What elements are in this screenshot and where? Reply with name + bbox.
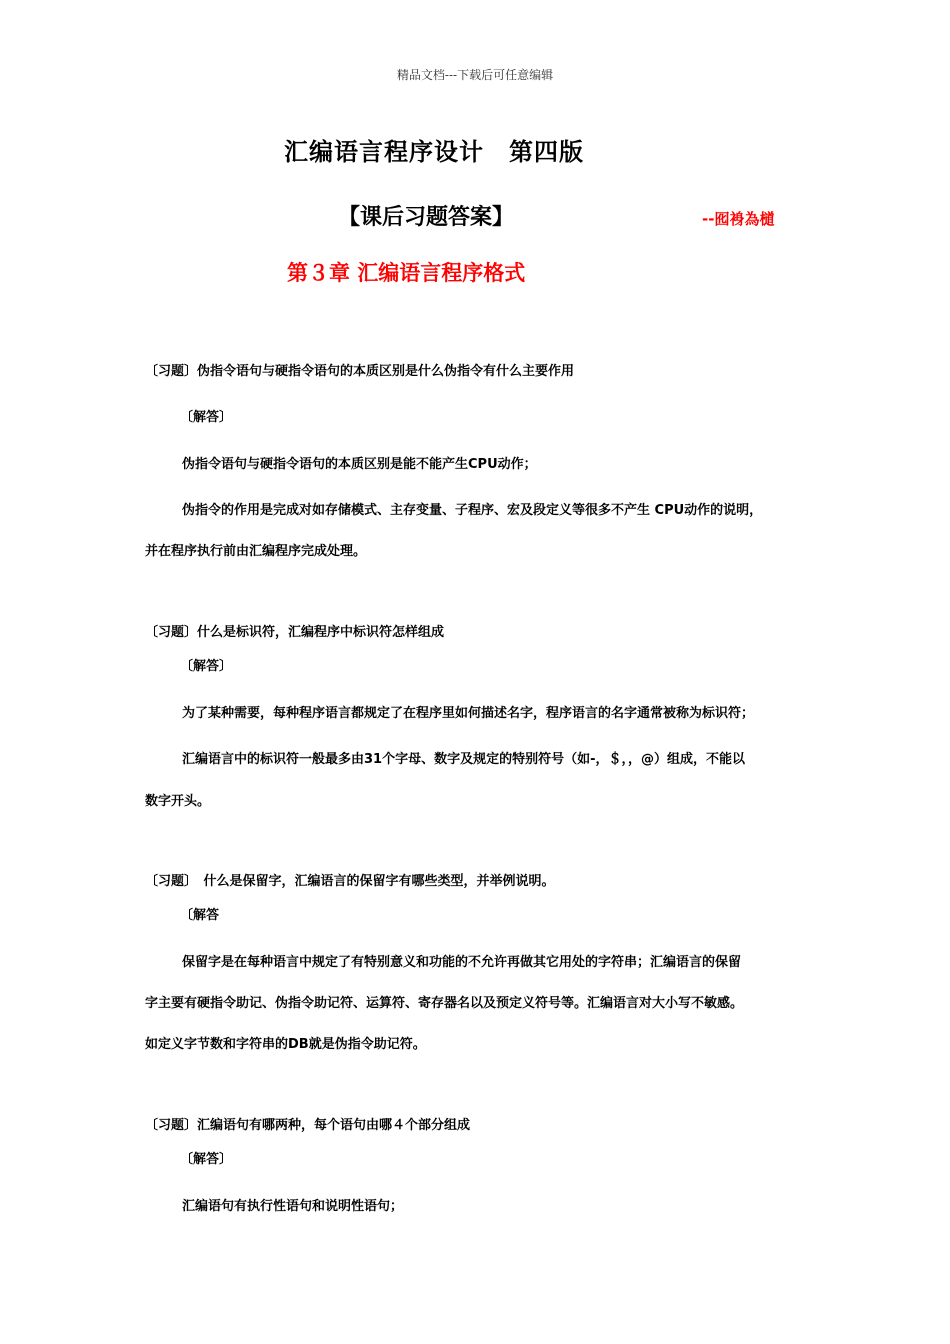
answer-line: 汇编语句有执行性语句和说明性语句； — [182, 1199, 404, 1214]
answer-line: 数字开头。 — [145, 794, 211, 809]
answer-label: 〔解答 — [180, 908, 220, 923]
author-signature: --囮裑為檤 — [702, 210, 775, 228]
answer-line: 如定义字节数和字符串的DB就是伪指令助记符。 — [145, 1037, 426, 1052]
exercise-question: 〔习题〕汇编语句有哪两种，每个语句由哪４个部分组成 — [145, 1118, 471, 1133]
answer-label: 〔解答〕 — [180, 410, 233, 425]
document-title: 汇编语言程序设计 第四版 — [284, 138, 584, 166]
answer-line: 字主要有硬指令助记、伪指令助记符、运算符、寄存器名以及预定义符号等。汇编语言对大小写不敏感。 — [145, 996, 744, 1011]
answer-line: 汇编语言中的标识符一般最多由31个字母、数字及规定的特别符号（如-，＄，，@）组成，不能以 — [182, 752, 745, 767]
answer-label: 〔解答〕 — [180, 659, 233, 674]
page-header-note: 精品文档---下载后可任意编辑 — [396, 68, 554, 82]
answer-line: 并在程序执行前由汇编程序完成处理。 — [145, 544, 367, 559]
document-subtitle: 【课后习题答案】 — [338, 205, 515, 230]
chapter-heading: 第３章 汇编语言程序格式 — [287, 261, 526, 285]
answer-line: 为了某种需要，每种程序语言都规定了在程序里如何描述名字，程序语言的名字通常被称为标识符； — [182, 706, 755, 721]
exercise-question: 〔习题〕什么是标识符，汇编程序中标识符怎样组成 — [145, 625, 445, 640]
answer-line: 保留字是在每种语言中规定了有特别意义和功能的不允许再做其它用处的字符串；汇编语言的保留 — [182, 955, 742, 970]
exercise-question: 〔习题〕 什么是保留字，汇编语言的保留字有哪些类型，并举例说明。 — [145, 874, 555, 889]
answer-label: 〔解答〕 — [180, 1152, 233, 1167]
answer-line: 伪指令的作用是完成对如存储模式、主存变量、子程序、宏及段定义等很多不产生 CPU动作的说明， — [182, 503, 763, 518]
answer-line: 伪指令语句与硬指令语句的本质区别是能不能产生CPU动作； — [182, 457, 537, 472]
exercise-question: 〔习题〕伪指令语句与硬指令语句的本质区别是什么伪指令有什么主要作用 — [145, 364, 575, 379]
